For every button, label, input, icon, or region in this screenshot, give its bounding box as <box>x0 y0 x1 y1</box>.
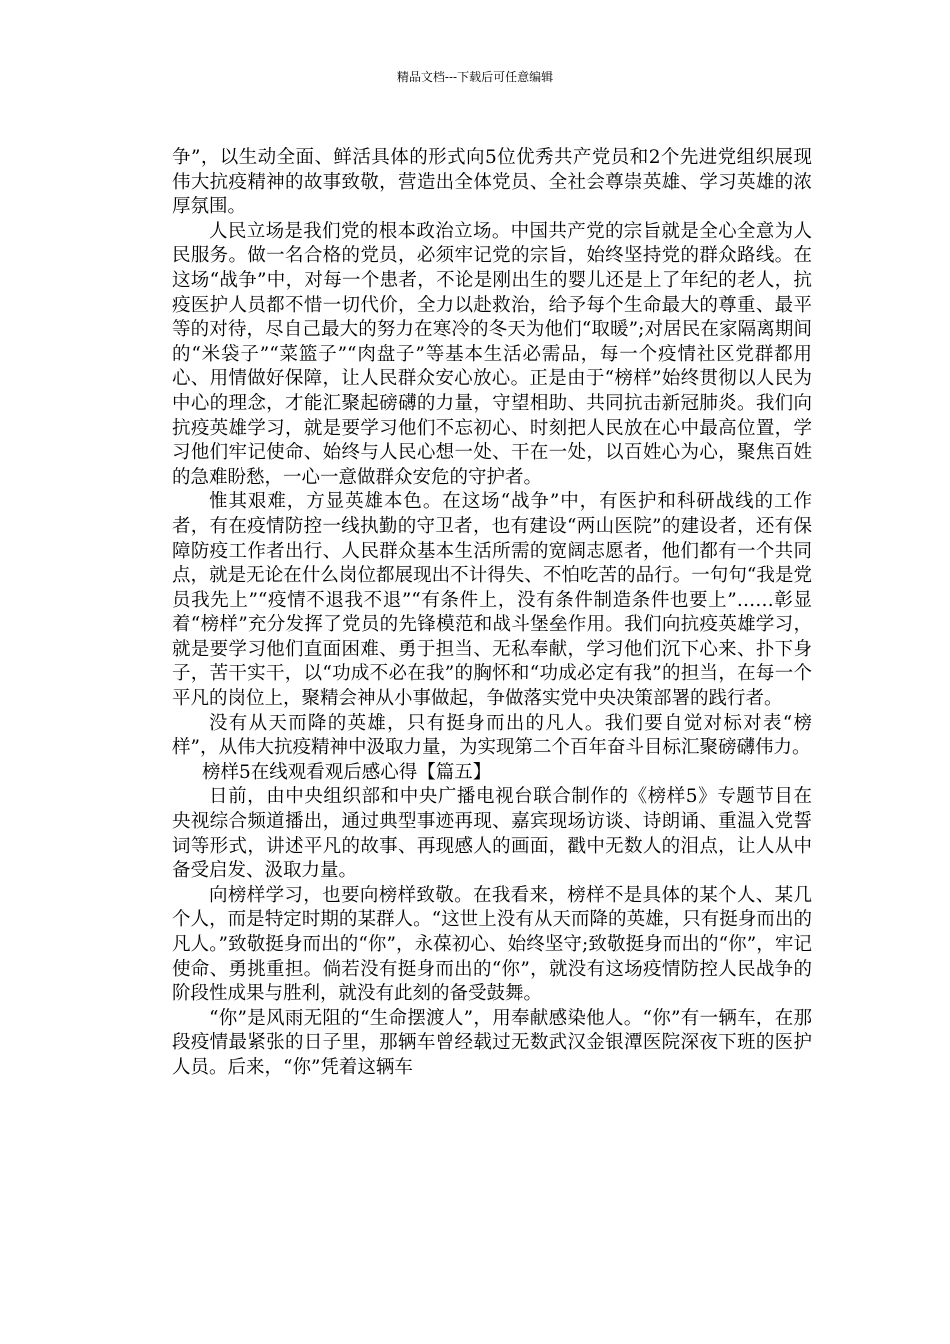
paragraph-life-ferryman: “你”是风雨无阻的“生命摆渡人”，用奉献感染他人。“你”有一辆车，在那段疫情最紧张的日子里，那辆车曾经载过无数武汉金银潭医院深夜下班的医护人员。后来，“你”凭着这辆车 <box>172 1007 812 1078</box>
page-header: 精品文档---下载后可任意编辑 <box>396 70 554 84</box>
paragraph-hero-character: 惟其艰难，方显英雄本色。在这场“战争”中，有医护和科研战线的工作者，有在疫情防控一线执勤的守卫者，也有建设“两山医院”的建设者，还有保障防疫工作者出行、人民群众基本生活所需的宽阔志愿者，他们都有一个共同点，就是无论在什么岗位都展现出不计得失、不怕吃苦的品行。一句句“我是党员我先上”“疫情不退我不退”“有条件上，没有条件制造条件也要上”……彰显着“榜样”充分发挥了党员的先锋模范和战斗堡垒作用。我们向抗疫英雄学习，就是要学习他们直面困难、勇于担当、无私奉献，学习他们沉下心来、扑下身子，苦干实干，以“功成不必在我”的胸怀和“功成必定有我”的担当，在每一个平凡的岗位上，聚精会神从小事做起，争做落实党中央决策部署的践行者。 <box>172 491 812 710</box>
paragraph-people-stance: 人民立场是我们党的根本政治立场。中国共产党的宗旨就是全心全意为人民服务。做一名合格的党员，必须牢记党的宗旨，始终坚持党的群众路线。在这场“战争”中，对每一个患者，不论是刚出生的婴儿还是上了年纪的老人，抗疫医护人员都不惜一切代价，全力以赴救治，给予每个生命最大的尊重、最平等的对待，尽自己最大的努力在寒冷的冬天为他们“取暖”;对居民在家隔离期间的“米袋子”“菜篮子”“肉盘子”等基本生活必需品，每一个疫情社区党群都用心、用情做好保障，让人民群众安心放心。正是由于“榜样”始终贯彻以人民为中心的理念，才能汇聚起磅礴的力量，守望相助、共同抗击新冠肺炎。我们向抗疫英雄学习，就是要学习他们不忘初心、时刻把人民放在心中最高位置，学习他们牢记使命、始终与人民心想一处、干在一处，以百姓心为心，聚焦百姓的急难盼愁，一心一意做群众安危的守护者。 <box>172 220 812 488</box>
paragraph-ordinary-people: 没有从天而降的英雄，只有挺身而出的凡人。我们要自觉对标对表“榜样”，从伟大抗疫精神中汲取力量，为实现第二个百年奋斗目标汇聚磅礴伟力。 <box>172 712 812 759</box>
paragraph-salute-role-models: 向榜样学习，也要向榜样致敬。在我看来，榜样不是具体的某个人、某几个人，而是特定时期的某群人。“这世上没有从天而降的英雄，只有挺身而出的凡人。”致敬挺身而出的“你”，永葆初心、始终坚守;致敬挺身而出的“你”，牢记使命、勇挑重担。倘若没有挺身而出的“你”，就没有这场疫情防控人民战争的阶段性成果与胜利，就没有此刻的备受鼓舞。 <box>172 884 812 1005</box>
section-heading-part-five: 榜样5在线观看观后感心得【篇五】 <box>202 761 492 783</box>
document-body <box>172 146 812 1081</box>
paragraph-continuation: 争”，以生动全面、鲜活具体的形式向5位优秀共产党员和2个先进党组织展现伟大抗疫精神的故事致敬，营造出全体党员、全社会尊崇英雄、学习英雄的浓厚氛围。 <box>172 147 812 218</box>
paragraph-program-intro: 日前，由中央组织部和中央广播电视台联合制作的《榜样5》专题节目在央视综合频道播出，通过典型事迹再现、嘉宾现场访谈、诗朗诵、重温入党誓词等形式，讲述平凡的故事、再现感人的画面，戳中无数人的泪点，让人从中备受启发、汲取力量。 <box>172 786 812 882</box>
